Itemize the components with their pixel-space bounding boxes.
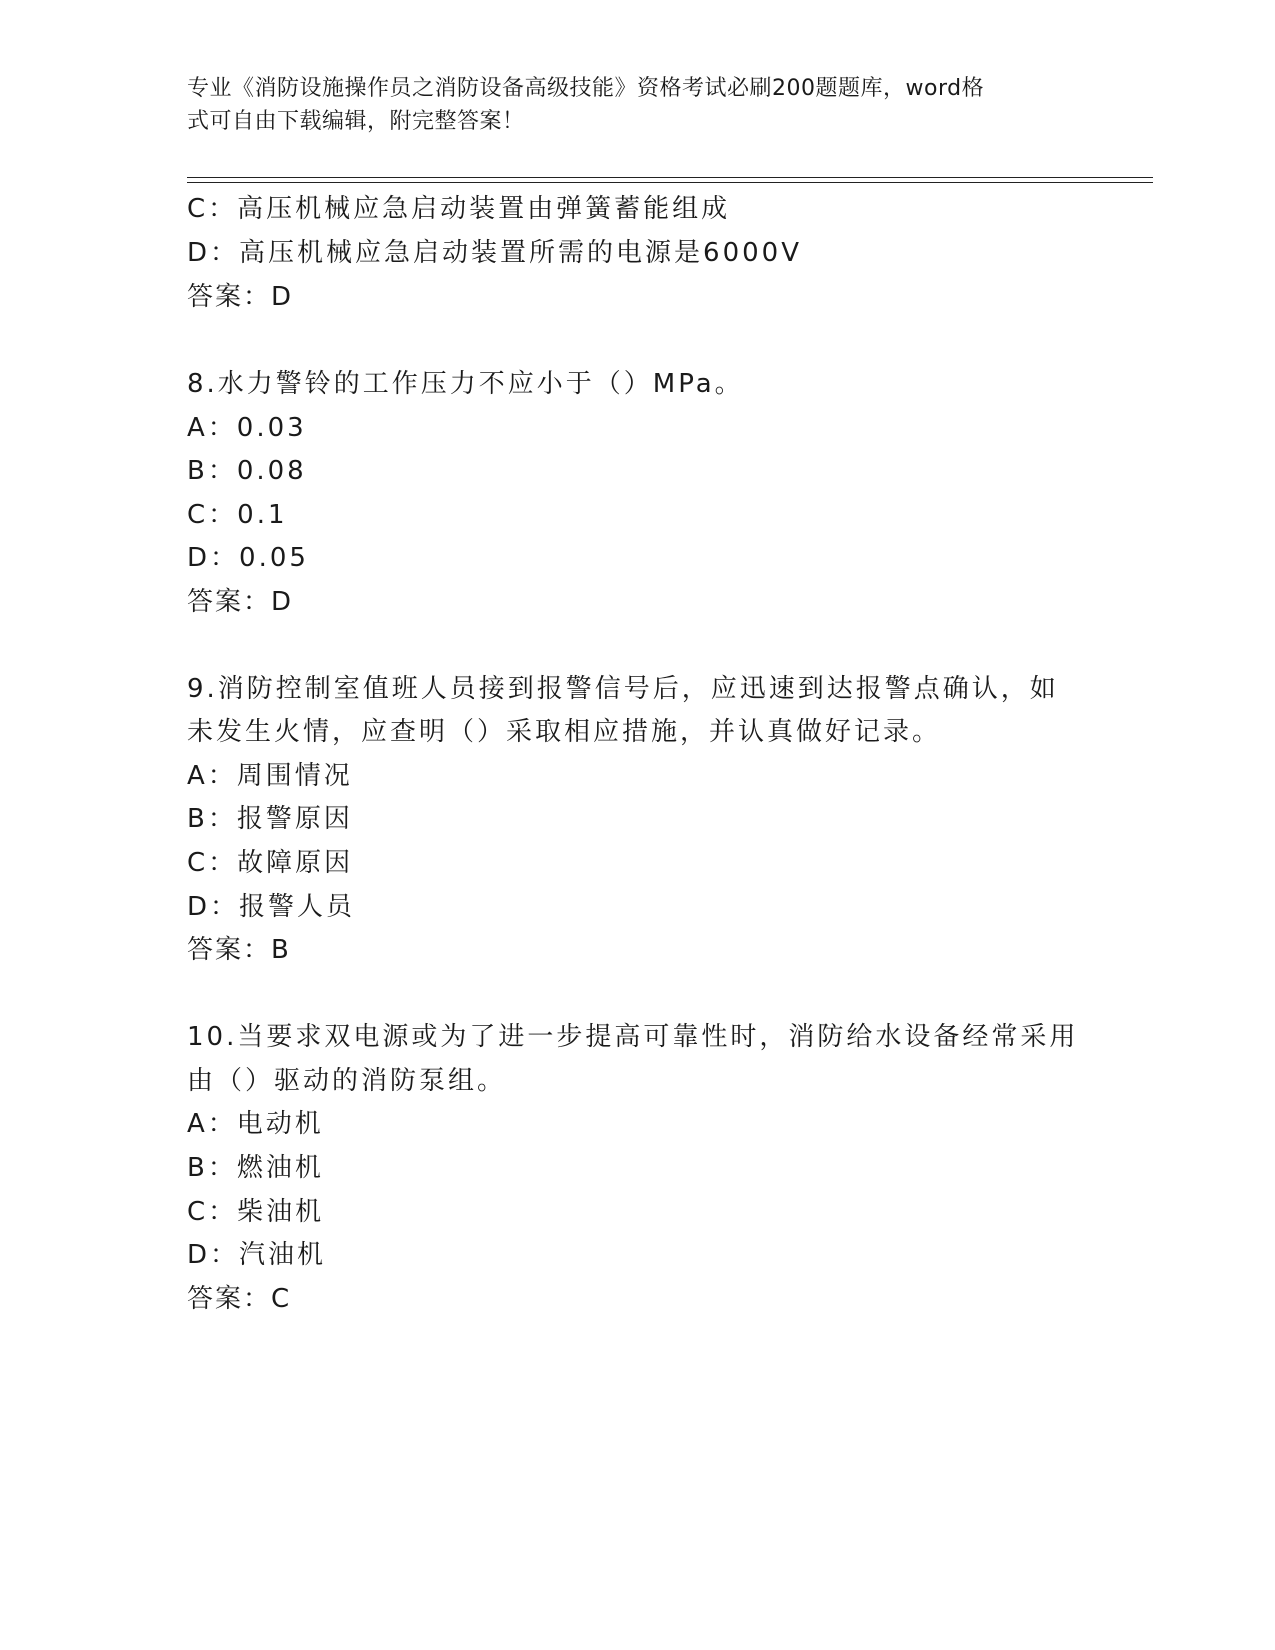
q9-question-line-1: 9.消防控制室值班人员接到报警信号后，应迅速到达报警点确认，如 <box>187 674 1059 704</box>
header-divider-bottom <box>187 182 1153 183</box>
q10-question-line-2: 由（）驱动的消防泵组。 <box>187 1066 507 1096</box>
q8-option-b: B：0.08 <box>187 456 307 486</box>
q10-option-b: B：燃油机 <box>187 1153 324 1183</box>
q10-option-a: A：电动机 <box>187 1109 324 1139</box>
q10-answer: 答案：C <box>187 1284 292 1314</box>
q8-question: 8.水力警铃的工作压力不应小于（）MPa。 <box>187 369 744 399</box>
header-divider-top <box>187 177 1153 178</box>
document-header <box>187 72 1067 138</box>
q9-question-line-2: 未发生火情，应查明（）采取相应措施，并认真做好记录。 <box>187 717 942 747</box>
q8-option-d: D：0.05 <box>187 543 309 573</box>
q10-option-c: C：柴油机 <box>187 1197 325 1227</box>
header-line-2: 式可自由下载编辑，附完整答案！ <box>187 109 525 134</box>
q8-option-c: C：0.1 <box>187 500 288 530</box>
q10-option-d: D：汽油机 <box>187 1240 327 1270</box>
q7-answer: 答案：D <box>187 282 294 312</box>
q10-question-line-1: 10.当要求双电源或为了进一步提高可靠性时，消防给水设备经常采用 <box>187 1022 1079 1052</box>
q8-option-a: A：0.03 <box>187 413 307 443</box>
q9-option-b: B：报警原因 <box>187 804 353 834</box>
q9-option-d: D：报警人员 <box>187 892 356 922</box>
q8-answer: 答案：D <box>187 587 294 617</box>
q9-option-a: A：周围情况 <box>187 761 353 791</box>
q9-option-c: C：故障原因 <box>187 848 354 878</box>
q7-option-d: D：高压机械应急启动装置所需的电源是6000V <box>187 238 802 268</box>
q9-answer: 答案：B <box>187 935 291 965</box>
header-line-1: 专业《消防设施操作员之消防设备高级技能》资格考试必刷200题题库，word格 <box>187 76 985 101</box>
q7-option-c: C：高压机械应急启动装置由弹簧蓄能组成 <box>187 194 731 224</box>
